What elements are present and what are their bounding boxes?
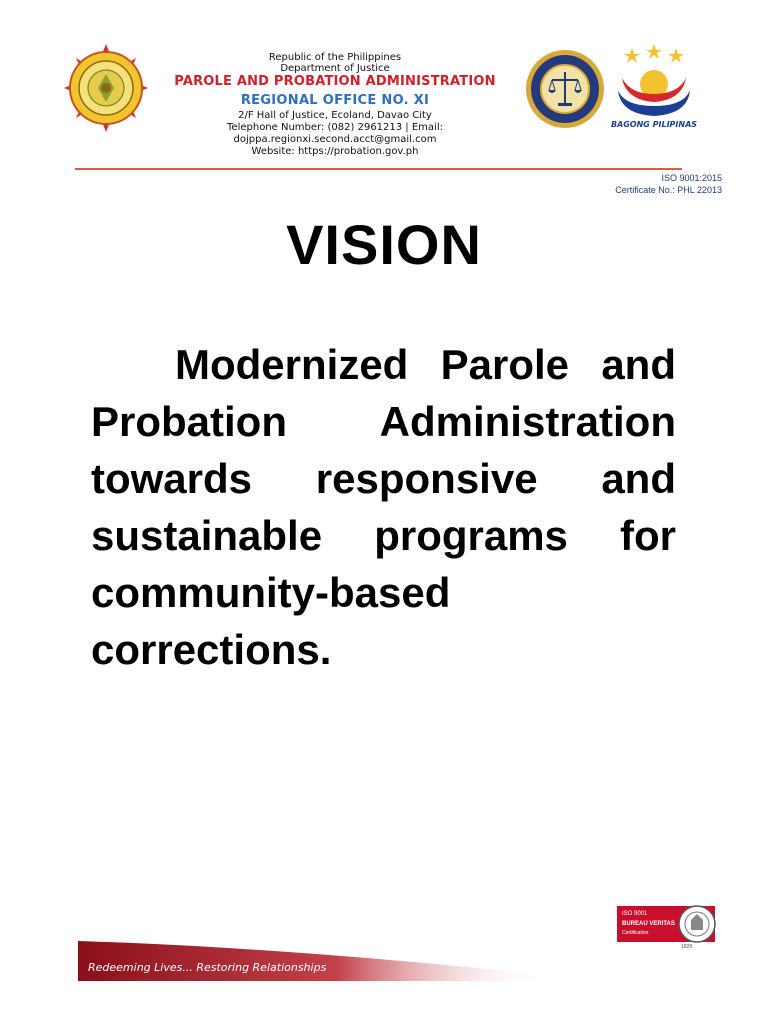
bv-year: 1828 [681, 944, 693, 950]
certificate-number: Certificate No.: PHL 22013 [615, 185, 722, 195]
office-address: 2/F Hall of Justice, Ecoland, Davao City [238, 110, 432, 121]
page-title: VISION [286, 213, 482, 276]
bv-iso-label: ISO 9001 [622, 911, 648, 917]
website: Website: https://probation.gov.ph [251, 146, 419, 157]
iso-standard: ISO 9001:2015 [661, 173, 722, 183]
bagong-pilipinas-label: BAGONG PILIPINAS [610, 120, 698, 129]
department-name: Department of Justice [280, 63, 390, 74]
ppa-seal-logo [64, 44, 148, 132]
bv-name: BUREAU VERITAS [622, 921, 675, 927]
country-name: Republic of the Philippines [268, 52, 402, 63]
doj-seal-logo [525, 46, 605, 132]
telephone-email-label: Telephone Number: (082) 2961213 | Email: [227, 122, 443, 133]
vision-statement: Modernized Parole and Probation Administration towards responsive and sustainable programs for community-based corrections. [91, 341, 676, 673]
bv-sub: Certification [622, 930, 649, 936]
header-divider [75, 168, 682, 170]
bv-emblem-icon [677, 902, 717, 946]
footer-band [78, 935, 548, 981]
footer-tagline: Redeeming Lives... Restoring Relationships [88, 961, 327, 974]
agency-name: PAROLE AND PROBATION ADMINISTRATION [174, 74, 496, 89]
bureau-veritas-badge [617, 906, 715, 950]
email-address: dojppa.regionxi.second.acct@gmail.com [233, 134, 437, 145]
region-name: REGIONAL OFFICE NO. XI [240, 93, 430, 108]
bagong-pilipinas-logo [610, 44, 698, 129]
